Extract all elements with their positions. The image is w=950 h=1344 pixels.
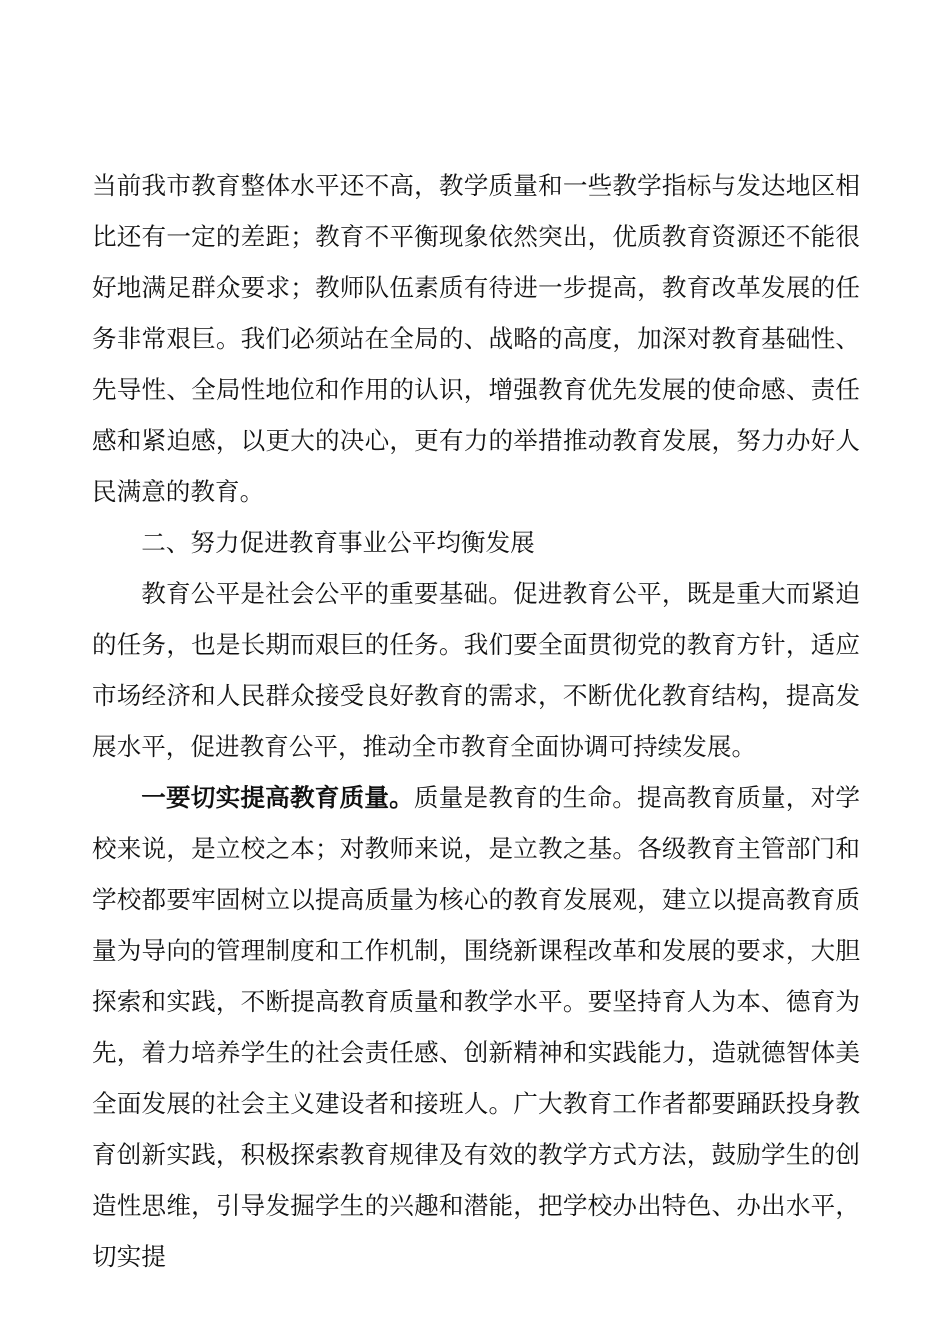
paragraph-education-quality bbox=[92, 772, 860, 1282]
section-heading: 二、努力促进教育事业公平均衡发展 bbox=[141, 528, 535, 557]
paragraph-lead-phrase: 一要切实提高教育质量。 bbox=[141, 783, 414, 812]
document-page bbox=[92, 160, 860, 1282]
paragraph-text: 当前我市教育整体水平还不高，教学质量和一些教学指标与发达地区相比还有一定的差距；教育不平衡现象依然突出，优质教育资源还不能很好地满足群众要求；教师队伍素质有待进一步提高，教育改革发展的任务非常艰巨。我们必须站在全局的、战略的高度，加深对教育基础性、先导性、全局性地位和作用的认识，增强教育优先发展的使命感、责任感和紧迫感，以更大的决心，更有力的举措推动教育发展，努力办好人民满意的教育。 bbox=[92, 171, 860, 506]
paragraph-education-equity bbox=[92, 568, 860, 772]
paragraph-continuation bbox=[92, 160, 860, 517]
paragraph-text: 质量是教育的生命。提高教育质量，对学校来说，是立校之本；对教师来说，是立教之基。各级教育主管部门和学校都要牢固树立以提高质量为核心的教育发展观，建立以提高教育质量为导向的管理制度和工作机制，围绕新课程改革和发展的要求，大胆探索和实践，不断提高教育质量和教学水平。要坚持育人为本、德育为先，着力培养学生的社会责任感、创新精神和实践能力，造就德智体美全面发展的社会主义建设者和接班人。广大教育工作者都要踊跃投身教育创新实践，积极探索教育规律及有效的教学方式方法，鼓励学生的创造性思维，引导发掘学生的兴趣和潜能，把学校办出特色、办出水平，切实提 bbox=[92, 783, 860, 1271]
paragraph-text: 教育公平是社会公平的重要基础。促进教育公平，既是重大而紧迫的任务，也是长期而艰巨的任务。我们要全面贯彻党的教育方针，适应市场经济和人民群众接受良好教育的需求，不断优化教育结构，提高发展水平，促进教育公平，推动全市教育全面协调可持续发展。 bbox=[92, 579, 860, 761]
